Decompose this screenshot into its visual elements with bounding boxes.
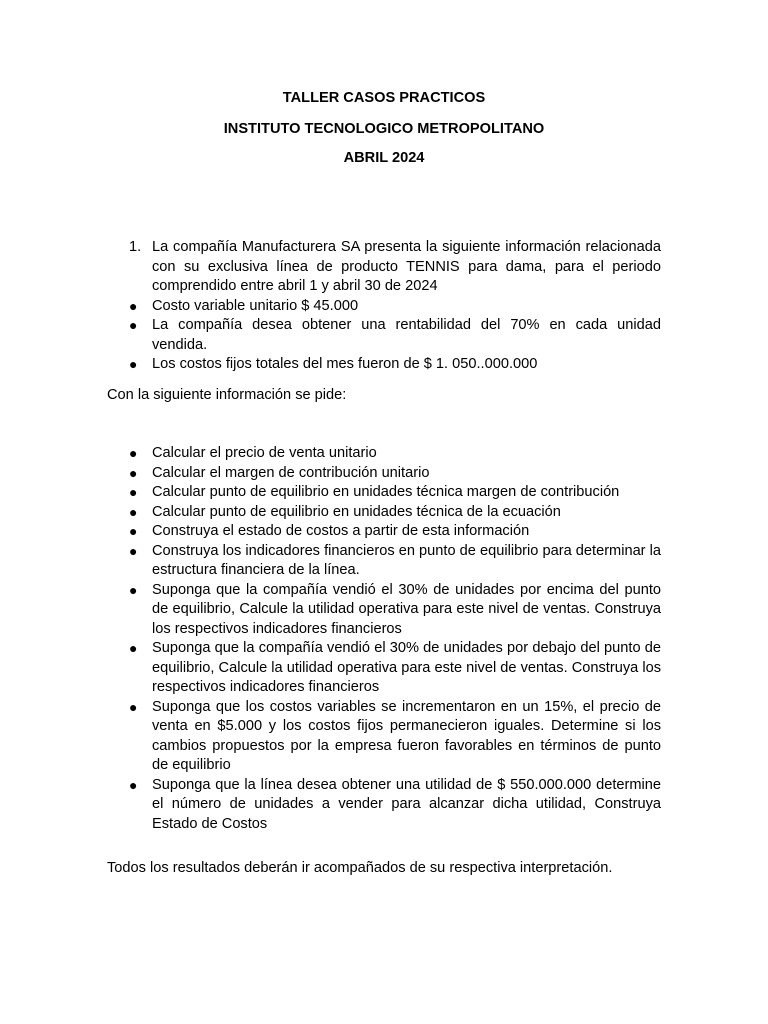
task-item — [107, 464, 661, 484]
detail-text: Los costos fijos totales del mes fueron de $ 1. 050..000.000 — [152, 356, 538, 372]
bullet-icon: ● — [129, 317, 138, 333]
task-item — [107, 483, 661, 503]
document-date: ABRIL 2024 — [343, 150, 425, 166]
task-text: Suponga que la línea desea obtener una utilidad de $ 550.000.000 determine el número de unidades a vender para alcanzar dicha utilidad, Construya Estado de Costos — [152, 776, 661, 832]
bullet-icon: ● — [129, 356, 138, 372]
task-item — [107, 698, 661, 776]
bullet-icon: ● — [129, 503, 138, 520]
problem-detail — [107, 297, 661, 317]
task-text: Calcular el precio de venta unitario — [152, 445, 377, 461]
bullet-icon: ● — [129, 445, 138, 461]
task-text: Suponga que la compañía vendió el 30% de unidades por encima del punto de equilibrio, Calcule la utilidad operativa para este nivel de ventas. Construya los respectivos indicadores financieros — [152, 581, 661, 637]
task-text: Suponga que los costos variables se incrementaron en un 15%, el precio de venta en $5.000 y los costos fijos permanecieron iguales. Determine si los cambios propuestos por la empresa fueron favorables en términos de punto de equilibrio — [152, 698, 661, 773]
task-item — [107, 542, 661, 581]
bullet-icon: ● — [129, 484, 138, 500]
task-text: Calcular el margen de contribución unitario — [152, 464, 430, 481]
problem-detail — [107, 355, 661, 375]
bullet-icon: ● — [129, 297, 138, 314]
task-item — [107, 444, 661, 464]
task-text: Construya el estado de costos a partir de esta información — [152, 523, 530, 539]
problem-text: La compañía Manufacturera SA presenta la siguiente información relacionada con su exclusiva línea de producto TENNIS para dama, para el periodo comprendido entre abril 1 y abril 30 de 2024 — [152, 239, 661, 294]
task-text: Calcular punto de equilibrio en unidades técnica margen de contribución — [152, 484, 620, 500]
bullet-icon: ● — [129, 776, 138, 793]
task-text: Construya los indicadores financieros en punto de equilibrio para determinar la estructura financiera de la línea. — [152, 542, 661, 578]
detail-text: Costo variable unitario $ 45.000 — [152, 297, 359, 314]
bullet-icon: ● — [129, 523, 138, 539]
task-item — [107, 581, 661, 640]
task-text: Suponga que la compañía vendió el 30% de unidades por debajo del punto de equilibrio, Calcule la utilidad operativa para este nivel de ventas. Construya los respectivos indicadores financieros — [152, 640, 661, 695]
item-number: 1. — [129, 239, 142, 255]
task-item — [107, 503, 661, 523]
problem-detail — [107, 316, 661, 355]
instructions-intro: Con la siguiente información se pide: — [107, 387, 347, 403]
bullet-icon: ● — [129, 581, 138, 598]
numbered-item — [107, 238, 661, 297]
bullet-icon: ● — [129, 542, 138, 559]
task-text: Calcular punto de equilibrio en unidades técnica de la ecuación — [152, 503, 561, 520]
bullet-icon: ● — [129, 640, 138, 656]
task-item — [107, 522, 661, 542]
task-list — [107, 444, 661, 834]
task-item — [107, 776, 661, 835]
institution-name: INSTITUTO TECNOLOGICO METROPOLITANO — [223, 121, 545, 137]
task-item — [107, 639, 661, 698]
document-title: TALLER CASOS PRACTICOS — [282, 90, 486, 106]
bullet-icon: ● — [129, 698, 138, 715]
closing-note: Todos los resultados deberán ir acompañados de su respectiva interpretación. — [107, 860, 613, 876]
detail-text: La compañía desea obtener una rentabilidad del 70% en cada unidad vendida. — [152, 317, 661, 353]
problem-statement — [107, 238, 661, 375]
bullet-icon: ● — [129, 464, 138, 481]
